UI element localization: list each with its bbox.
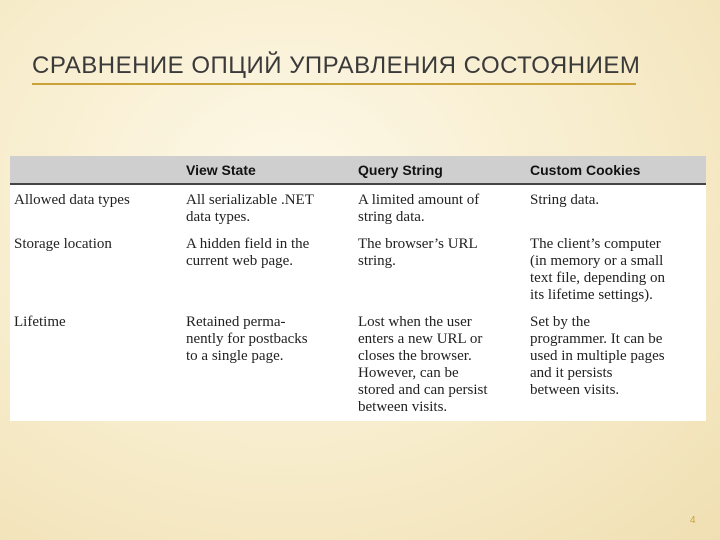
row-label: Allowed data types (14, 192, 130, 208)
header-custom-cookies: Custom Cookies (526, 156, 706, 184)
table-cell: A limited amount of string data. (358, 192, 480, 225)
table-cell: A hidden field in the current web page. (186, 236, 310, 269)
table-row (10, 184, 706, 231)
slide-title: СРАВНЕНИЕ ОПЦИЙ УПРАВЛЕНИЯ СОСТОЯНИЕМ (32, 52, 641, 79)
table-header-row (10, 156, 706, 184)
table-cell: Retained perma- nently for postbacks to a single page. (186, 314, 308, 364)
table-row (10, 231, 706, 309)
header-empty (10, 156, 182, 184)
table-row (10, 309, 706, 421)
page-number: 4 (690, 515, 696, 526)
header-query-string: Query String (354, 156, 526, 184)
comparison-table-image (10, 156, 706, 421)
table-cell: The client’s computer (in memory or a small text file, depending on its lifetime settings). (530, 236, 665, 303)
table-cell: String data. (530, 192, 600, 208)
title-underline (32, 83, 636, 85)
comparison-table (10, 156, 706, 421)
row-label: Storage location (14, 236, 112, 252)
table-cell: All serializable .NET data types. (186, 192, 314, 225)
row-label: Lifetime (14, 314, 66, 330)
table-cell: Set by the programmer. It can be used in multiple pages and it persists between visits. (530, 314, 665, 398)
header-view-state: View State (182, 156, 354, 184)
table-cell: Lost when the user enters a new URL or closes the browser. However, can be stored and can persist between visits. (358, 314, 488, 415)
table-cell: The browser’s URL string. (358, 236, 478, 269)
